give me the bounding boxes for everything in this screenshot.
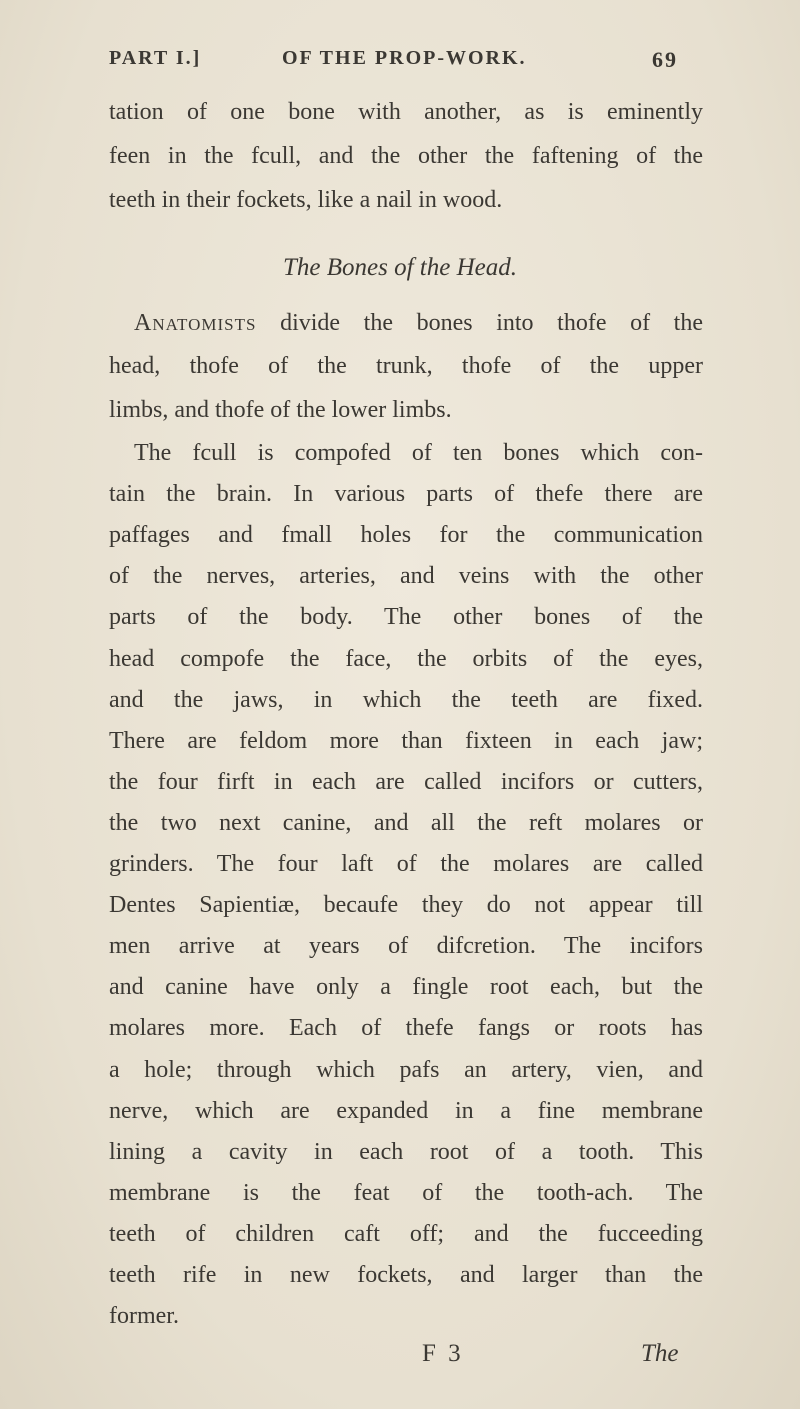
lead-word: Anatomists bbox=[134, 310, 257, 336]
text-line: feen in the fcull, and the other the faftening of the bbox=[109, 143, 703, 169]
paragraph-first-line bbox=[109, 303, 703, 343]
catchword: The bbox=[641, 1340, 679, 1368]
running-head bbox=[0, 47, 800, 77]
text-line: the two next canine, and all the reft molares or bbox=[109, 809, 703, 836]
text-line: teeth of children caft off; and the fucceeding bbox=[109, 1220, 703, 1247]
text-line: limbs, and thofe of the lower limbs. bbox=[109, 397, 452, 423]
text-line: nerve, which are expanded in a fine membrane bbox=[109, 1097, 703, 1124]
part-label: PART I.] bbox=[109, 47, 202, 69]
page-number: 69 bbox=[652, 47, 678, 72]
text-line: former. bbox=[109, 1303, 179, 1330]
text-line: molares more. Each of thefe fangs or roots has bbox=[109, 1015, 703, 1042]
running-title: OF THE PROP-WORK. bbox=[282, 47, 527, 69]
text-line: the four firft in each are called incifors or cutters, bbox=[109, 768, 703, 795]
text-line: tation of one bone with another, as is eminently bbox=[109, 99, 703, 125]
text-line: Dentes Sapientiæ, becaufe they do not appear till bbox=[109, 892, 703, 919]
text-line: head, thofe of the trunk, thofe of the upper bbox=[109, 353, 703, 379]
text-line: The fcull is compofed of ten bones which con- bbox=[134, 440, 703, 466]
text-line: men arrive at years of difcretion. The incifors bbox=[109, 933, 703, 960]
text-line: parts of the body. The other bones of the bbox=[109, 604, 703, 631]
text-line: teeth rife in new fockets, and larger than the bbox=[109, 1262, 703, 1288]
text-line: and the jaws, in which the teeth are fixed. bbox=[109, 686, 703, 713]
text-line: teeth in their fockets, like a nail in wood. bbox=[109, 187, 503, 213]
text-line: membrane is the feat of the tooth-ach. The bbox=[109, 1179, 703, 1206]
section-heading: The Bones of the Head. bbox=[283, 254, 517, 281]
text-line: tain the brain. In various parts of thefe there are bbox=[109, 481, 703, 508]
text-line: grinders. The four laft of the molares are called bbox=[109, 851, 703, 877]
text-line: lining a cavity in each root of a tooth. This bbox=[109, 1138, 703, 1165]
text-line: head compofe the face, the orbits of the eyes, bbox=[109, 645, 703, 672]
text-line: There are feldom more than fixteen in each jaw; bbox=[109, 727, 703, 754]
text-span: divide the bones into thofe of the bbox=[280, 310, 704, 336]
text-line: of the nerves, arteries, and veins with the other bbox=[109, 563, 703, 590]
text-line: paffages and fmall holes for the communication bbox=[109, 522, 703, 549]
text-line: a hole; through which pafs an artery, vien, and bbox=[109, 1056, 703, 1083]
text-line: and canine have only a fingle root each, but the bbox=[109, 974, 703, 1001]
signature-mark: F 3 bbox=[422, 1340, 464, 1368]
